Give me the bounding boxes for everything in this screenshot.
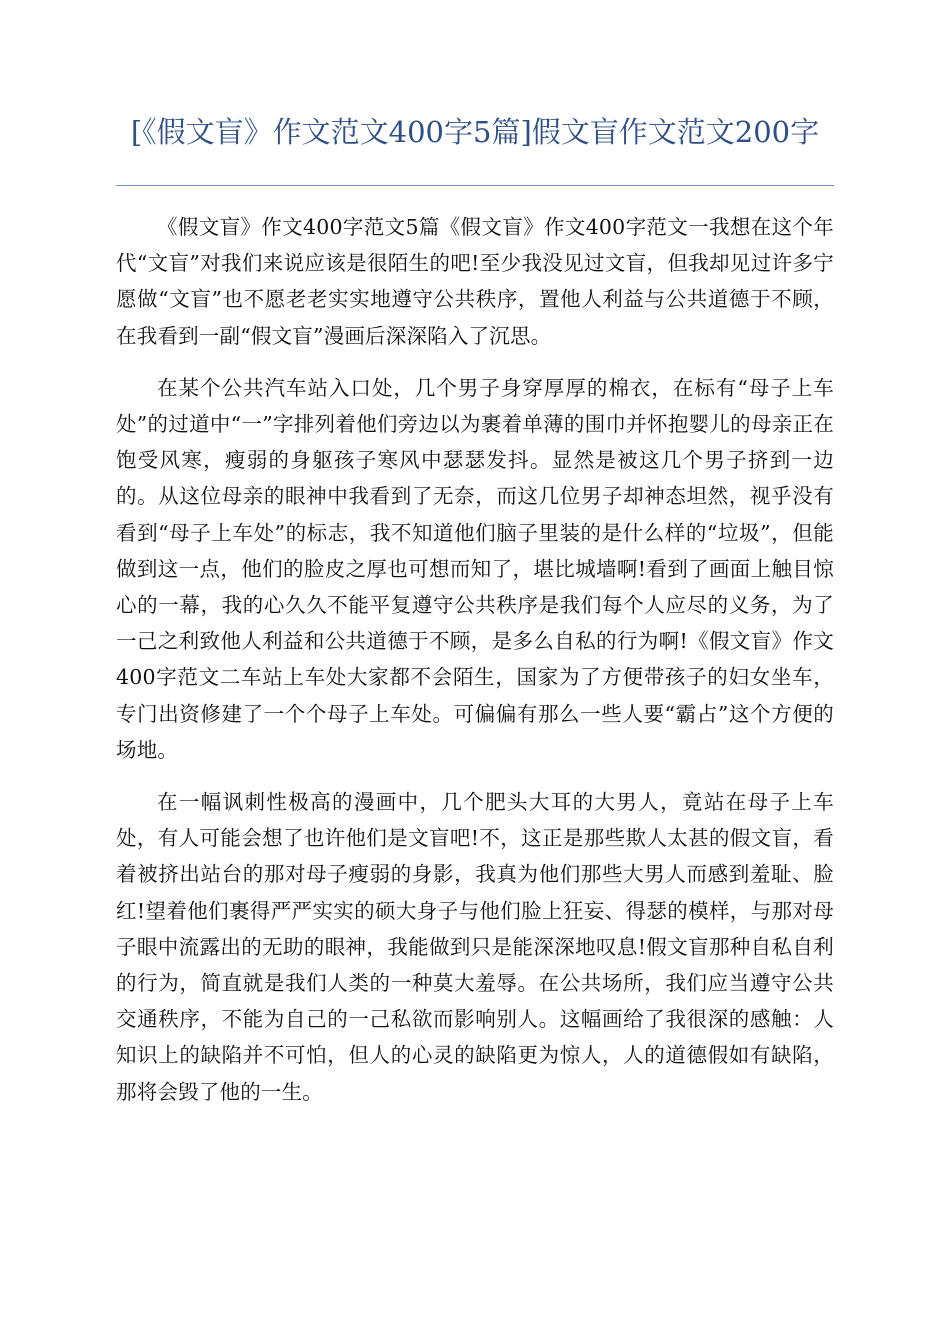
title-underline xyxy=(116,185,834,186)
paragraph-3: 在一幅讽刺性极高的漫画中，几个肥头大耳的大男人，竟站在母子上车处，有人可能会想了也许他们是文盲吧!不，这正是那些欺人太甚的假文盲，看着被挤出站台的那对母子瘦弱的身影，我真为他们那些大男人而感到羞耻、脸红!望着他们裹得严严实实的硕大身子与他们脸上狂妄、得瑟的模样，与那对母子眼中流露出的无助的眼神，我能做到只是能深深地叹息!假文盲那种自私自利的行为，简直就是我们人类的一种莫大羞辱。在公共场所，我们应当遵守公共交通秩序，不能为自己的一己私欲而影响别人。这幅画给了我很深的感触：人知识上的缺陷并不可怕，但人的心灵的缺陷更为惊人，人的道德假如有缺陷，那将会毁了他的一生。 xyxy=(116,790,834,1104)
document-body xyxy=(116,209,834,1126)
paragraph-1: 《假文盲》作文400字范文5篇《假文盲》作文400字范文一我想在这个年代“文盲”对我们来说应该是很陌生的吧!至少我没见过文盲，但我却见过许多宁愿做“文盲”也不愿老老实实地遵守公共秩序，置他人利益与公共道德于不顾，在我看到一副“假文盲”漫画后深深陷入了沉思。 xyxy=(116,215,834,348)
paragraph-2: 在某个公共汽车站入口处，几个男子身穿厚厚的棉衣，在标有“母子上车处”的过道中“一”字排列着他们旁边以为裹着单薄的围巾并怀抱婴儿的母亲正在饱受风寒，瘦弱的身躯孩子寒风中瑟瑟发抖。显然是被这几个男子挤到一边的。从这位母亲的眼神中我看到了无奈，而这几位男子却神态坦然，视乎没有看到“母子上车处”的标志，我不知道他们脑子里装的是什么样的“垃圾”，但能做到这一点，他们的脸皮之厚也可想而知了，堪比城墙啊!看到了画面上触目惊心的一幕，我的心久久不能平复遵守公共秩序是我们每个人应尽的义务，为了一己之利致他人利益和公共道德于不顾，是多么自私的行为啊!《假文盲》作文400字范文二车站上车处大家都不会陌生，国家为了方便带孩子的妇女坐车，专门出资修建了一个个母子上车处。可偏偏有那么一些人要“霸占”这个方便的场地。 xyxy=(116,375,834,762)
document-title: [《假文盲》作文范文400字5篇]假文盲作文范文200字 xyxy=(130,115,820,149)
